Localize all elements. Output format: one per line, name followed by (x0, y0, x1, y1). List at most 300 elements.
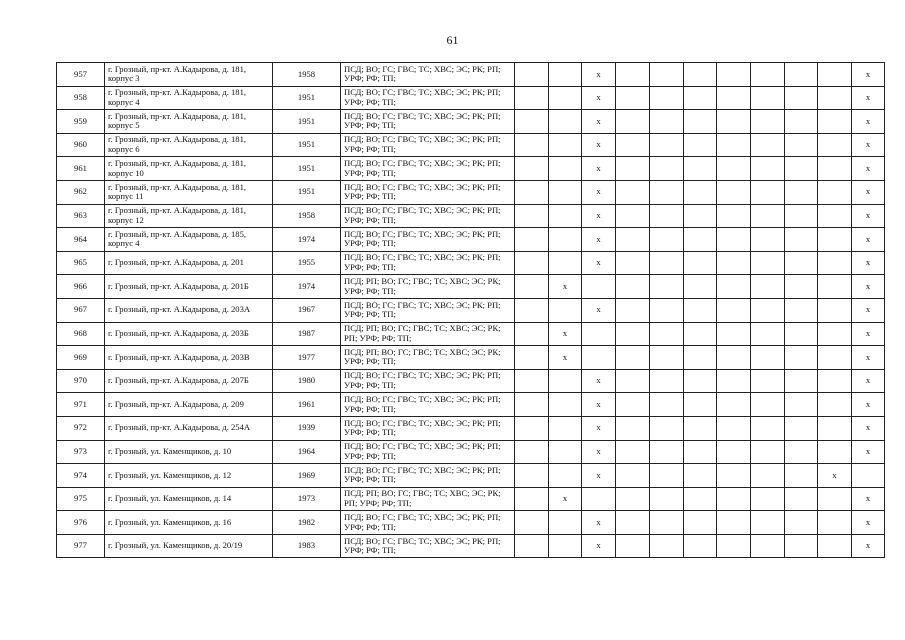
mark-cell: х (852, 440, 885, 464)
systems-cell: ПСД; ВО; ГС; ГВС; ТС; ХВС; ЭС; РК; РП; УРФ; РФ; ТП; (341, 251, 515, 275)
housing-registry-table (56, 62, 885, 558)
mark-cell (549, 180, 582, 204)
mark-cell (818, 228, 852, 252)
address-cell: г. Грозный, пр-кт. А.Кадырова, д. 181, корпус 5 (105, 110, 273, 134)
mark-cell (515, 487, 549, 511)
mark-cell: х (582, 157, 616, 181)
year-built-cell: 1939 (273, 416, 341, 440)
mark-cell (818, 251, 852, 275)
year-built-cell: 1980 (273, 369, 341, 393)
mark-cell (515, 464, 549, 488)
mark-cell (650, 416, 684, 440)
mark-cell (650, 534, 684, 558)
mark-cell (616, 369, 650, 393)
mark-cell (515, 369, 549, 393)
mark-cell (650, 369, 684, 393)
systems-cell: ПСД; ВО; ГС; ГВС; ТС; ХВС; ЭС; РК; РП; УРФ; РФ; ТП; (341, 393, 515, 417)
mark-cell (684, 180, 717, 204)
systems-cell: ПСД; ВО; ГС; ГВС; ТС; ХВС; ЭС; РК; РП; УРФ; РФ; ТП; (341, 157, 515, 181)
systems-cell: ПСД; ВО; ГС; ГВС; ТС; ХВС; ЭС; РК; РП; УРФ; РФ; ТП; (341, 180, 515, 204)
address-cell: г. Грозный, пр-кт. А.Кадырова, д. 181, корпус 12 (105, 204, 273, 228)
table-row (57, 464, 885, 488)
mark-cell: х (852, 298, 885, 322)
mark-cell (717, 110, 751, 134)
mark-cell (717, 275, 751, 299)
mark-cell (515, 251, 549, 275)
mark-cell: х (549, 275, 582, 299)
mark-cell (785, 180, 818, 204)
mark-cell (751, 228, 785, 252)
mark-cell (616, 393, 650, 417)
mark-cell (717, 511, 751, 535)
mark-cell (549, 204, 582, 228)
table-row (57, 322, 885, 346)
mark-cell: х (852, 228, 885, 252)
mark-cell (684, 322, 717, 346)
table-row (57, 416, 885, 440)
mark-cell (751, 133, 785, 157)
mark-cell: х (582, 393, 616, 417)
mark-cell (717, 251, 751, 275)
mark-cell (549, 86, 582, 110)
row-number: 961 (57, 157, 105, 181)
mark-cell (616, 440, 650, 464)
mark-cell (717, 487, 751, 511)
mark-cell (650, 346, 684, 370)
row-number: 965 (57, 251, 105, 275)
mark-cell (582, 346, 616, 370)
mark-cell: х (582, 369, 616, 393)
mark-cell (650, 322, 684, 346)
systems-cell: ПСД; РП; ВО; ГС; ГВС; ТС; ХВС; ЭС; РК; УРФ; РФ; ТП; (341, 346, 515, 370)
mark-cell (785, 157, 818, 181)
systems-cell: ПСД; ВО; ГС; ГВС; ТС; ХВС; ЭС; РК; РП; УРФ; РФ; ТП; (341, 369, 515, 393)
mark-cell (515, 275, 549, 299)
mark-cell (717, 416, 751, 440)
table-row (57, 251, 885, 275)
address-cell: г. Грозный, пр-кт. А.Кадырова, д. 181, корпус 11 (105, 180, 273, 204)
systems-cell: ПСД; ВО; ГС; ГВС; ТС; ХВС; ЭС; РК; РП; УРФ; РФ; ТП; (341, 63, 515, 87)
mark-cell: х (852, 251, 885, 275)
table-row (57, 346, 885, 370)
mark-cell (650, 86, 684, 110)
mark-cell (717, 133, 751, 157)
table-row (57, 511, 885, 535)
mark-cell (684, 63, 717, 87)
systems-cell: ПСД; ВО; ГС; ГВС; ТС; ХВС; ЭС; РК; РП; УРФ; РФ; ТП; (341, 86, 515, 110)
mark-cell: х (852, 63, 885, 87)
mark-cell (582, 322, 616, 346)
mark-cell (818, 204, 852, 228)
address-cell: г. Грозный, пр-кт. А.Кадырова, д. 181, корпус 6 (105, 133, 273, 157)
mark-cell (751, 86, 785, 110)
mark-cell: х (852, 322, 885, 346)
row-number: 964 (57, 228, 105, 252)
systems-cell: ПСД; РП; ВО; ГС; ГВС; ТС; ХВС; ЭС; РК; РП; УРФ; РФ; ТП; (341, 322, 515, 346)
mark-cell (549, 63, 582, 87)
mark-cell (515, 110, 549, 134)
mark-cell: х (852, 369, 885, 393)
mark-cell (785, 440, 818, 464)
mark-cell (785, 511, 818, 535)
mark-cell: х (852, 346, 885, 370)
mark-cell (818, 63, 852, 87)
mark-cell (751, 346, 785, 370)
mark-cell (785, 110, 818, 134)
mark-cell (751, 204, 785, 228)
year-built-cell: 1958 (273, 204, 341, 228)
address-cell: г. Грозный, пр-кт. А.Кадырова, д. 209 (105, 393, 273, 417)
address-cell: г. Грозный, пр-кт. А.Кадырова, д. 207Б (105, 369, 273, 393)
systems-cell: ПСД; ВО; ГС; ГВС; ТС; ХВС; ЭС; РК; РП; УРФ; РФ; ТП; (341, 228, 515, 252)
mark-cell (751, 393, 785, 417)
row-number: 974 (57, 464, 105, 488)
year-built-cell: 1973 (273, 487, 341, 511)
mark-cell (818, 511, 852, 535)
mark-cell (616, 275, 650, 299)
year-built-cell: 1969 (273, 464, 341, 488)
mark-cell: х (549, 346, 582, 370)
mark-cell (549, 157, 582, 181)
mark-cell (684, 110, 717, 134)
address-cell: г. Грозный, ул. Каменщиков, д. 16 (105, 511, 273, 535)
mark-cell (616, 86, 650, 110)
mark-cell (717, 322, 751, 346)
systems-cell: ПСД; ВО; ГС; ГВС; ТС; ХВС; ЭС; РК; РП; УРФ; РФ; ТП; (341, 133, 515, 157)
mark-cell (818, 369, 852, 393)
mark-cell (818, 346, 852, 370)
mark-cell (818, 534, 852, 558)
mark-cell (515, 346, 549, 370)
mark-cell (852, 464, 885, 488)
address-cell: г. Грозный, ул. Каменщиков, д. 12 (105, 464, 273, 488)
mark-cell (684, 511, 717, 535)
mark-cell: х (852, 86, 885, 110)
mark-cell: х (818, 464, 852, 488)
mark-cell (650, 110, 684, 134)
mark-cell (549, 393, 582, 417)
mark-cell (717, 534, 751, 558)
mark-cell (549, 369, 582, 393)
mark-cell: х (852, 157, 885, 181)
row-number: 973 (57, 440, 105, 464)
mark-cell (616, 464, 650, 488)
mark-cell (751, 464, 785, 488)
mark-cell (751, 534, 785, 558)
mark-cell (785, 298, 818, 322)
mark-cell: х (582, 204, 616, 228)
mark-cell (549, 110, 582, 134)
table-row (57, 133, 885, 157)
mark-cell (515, 204, 549, 228)
table-row (57, 157, 885, 181)
mark-cell (616, 133, 650, 157)
year-built-cell: 1967 (273, 298, 341, 322)
mark-cell: х (852, 133, 885, 157)
mark-cell (684, 298, 717, 322)
mark-cell: х (582, 440, 616, 464)
mark-cell (751, 440, 785, 464)
mark-cell: х (582, 464, 616, 488)
address-cell: г. Грозный, ул. Каменщиков, д. 14 (105, 487, 273, 511)
address-cell: г. Грозный, пр-кт. А.Кадырова, д. 201Б (105, 275, 273, 299)
mark-cell (650, 204, 684, 228)
mark-cell (684, 251, 717, 275)
year-built-cell: 1983 (273, 534, 341, 558)
row-number: 975 (57, 487, 105, 511)
mark-cell (616, 416, 650, 440)
row-number: 957 (57, 63, 105, 87)
mark-cell (650, 511, 684, 535)
mark-cell (515, 393, 549, 417)
mark-cell (515, 440, 549, 464)
year-built-cell: 1951 (273, 86, 341, 110)
mark-cell: х (582, 511, 616, 535)
mark-cell (684, 416, 717, 440)
mark-cell (515, 322, 549, 346)
year-built-cell: 1958 (273, 63, 341, 87)
mark-cell (549, 511, 582, 535)
table-row (57, 534, 885, 558)
mark-cell (818, 416, 852, 440)
mark-cell (650, 487, 684, 511)
address-cell: г. Грозный, пр-кт. А.Кадырова, д. 201 (105, 251, 273, 275)
mark-cell (751, 369, 785, 393)
mark-cell (717, 180, 751, 204)
mark-cell (515, 298, 549, 322)
mark-cell (785, 86, 818, 110)
systems-cell: ПСД; ВО; ГС; ГВС; ТС; ХВС; ЭС; РК; РП; УРФ; РФ; ТП; (341, 440, 515, 464)
mark-cell (616, 180, 650, 204)
table-row (57, 110, 885, 134)
mark-cell: х (549, 322, 582, 346)
row-number: 968 (57, 322, 105, 346)
mark-cell (785, 228, 818, 252)
systems-cell: ПСД; ВО; ГС; ГВС; ТС; ХВС; ЭС; РК; РП; УРФ; РФ; ТП; (341, 464, 515, 488)
table-row (57, 228, 885, 252)
mark-cell (616, 63, 650, 87)
row-number: 960 (57, 133, 105, 157)
mark-cell (616, 298, 650, 322)
table-row (57, 180, 885, 204)
address-cell: г. Грозный, ул. Каменщиков, д. 20/19 (105, 534, 273, 558)
mark-cell: х (852, 487, 885, 511)
mark-cell (717, 86, 751, 110)
mark-cell: х (852, 180, 885, 204)
year-built-cell: 1982 (273, 511, 341, 535)
mark-cell (684, 369, 717, 393)
mark-cell (616, 110, 650, 134)
mark-cell (717, 228, 751, 252)
year-built-cell: 1951 (273, 157, 341, 181)
mark-cell (818, 393, 852, 417)
mark-cell (549, 416, 582, 440)
mark-cell (684, 393, 717, 417)
mark-cell (515, 534, 549, 558)
mark-cell: х (549, 487, 582, 511)
systems-cell: ПСД; ВО; ГС; ГВС; ТС; ХВС; ЭС; РК; РП; УРФ; РФ; ТП; (341, 534, 515, 558)
mark-cell (549, 298, 582, 322)
mark-cell (818, 440, 852, 464)
mark-cell (515, 133, 549, 157)
mark-cell: х (582, 133, 616, 157)
mark-cell (785, 393, 818, 417)
mark-cell (684, 464, 717, 488)
row-number: 967 (57, 298, 105, 322)
row-number: 962 (57, 180, 105, 204)
address-cell: г. Грозный, пр-кт. А.Кадырова, д. 203В (105, 346, 273, 370)
row-number: 977 (57, 534, 105, 558)
systems-cell: ПСД; ВО; ГС; ГВС; ТС; ХВС; ЭС; РК; РП; УРФ; РФ; ТП; (341, 511, 515, 535)
mark-cell (616, 511, 650, 535)
mark-cell (650, 298, 684, 322)
mark-cell (616, 322, 650, 346)
mark-cell: х (582, 228, 616, 252)
mark-cell (616, 251, 650, 275)
table-body (57, 63, 885, 558)
mark-cell (684, 133, 717, 157)
table-row (57, 298, 885, 322)
mark-cell (751, 275, 785, 299)
mark-cell (785, 464, 818, 488)
mark-cell (684, 86, 717, 110)
year-built-cell: 1961 (273, 393, 341, 417)
address-cell: г. Грозный, пр-кт. А.Кадырова, д. 181, корпус 4 (105, 86, 273, 110)
address-cell: г. Грозный, пр-кт. А.Кадырова, д. 181, корпус 10 (105, 157, 273, 181)
mark-cell (549, 228, 582, 252)
mark-cell (650, 228, 684, 252)
mark-cell (785, 416, 818, 440)
mark-cell: х (582, 251, 616, 275)
mark-cell (684, 204, 717, 228)
mark-cell (515, 228, 549, 252)
mark-cell (751, 298, 785, 322)
systems-cell: ПСД; ВО; ГС; ГВС; ТС; ХВС; ЭС; РК; РП; УРФ; РФ; ТП; (341, 204, 515, 228)
row-number: 958 (57, 86, 105, 110)
table-row (57, 393, 885, 417)
mark-cell: х (582, 298, 616, 322)
mark-cell (650, 157, 684, 181)
mark-cell (785, 534, 818, 558)
mark-cell: х (582, 416, 616, 440)
year-built-cell: 1951 (273, 180, 341, 204)
mark-cell: х (582, 110, 616, 134)
year-built-cell: 1974 (273, 275, 341, 299)
mark-cell (582, 487, 616, 511)
mark-cell (549, 440, 582, 464)
mark-cell (515, 416, 549, 440)
mark-cell: х (852, 511, 885, 535)
mark-cell (717, 346, 751, 370)
address-cell: г. Грозный, пр-кт. А.Кадырова, д. 203Б (105, 322, 273, 346)
mark-cell (751, 157, 785, 181)
mark-cell (616, 487, 650, 511)
table-row (57, 487, 885, 511)
row-number: 969 (57, 346, 105, 370)
mark-cell (650, 275, 684, 299)
mark-cell (818, 157, 852, 181)
year-built-cell: 1977 (273, 346, 341, 370)
mark-cell (785, 251, 818, 275)
mark-cell (785, 63, 818, 87)
mark-cell: х (582, 180, 616, 204)
mark-cell (818, 298, 852, 322)
mark-cell (751, 180, 785, 204)
mark-cell (684, 275, 717, 299)
mark-cell (616, 157, 650, 181)
mark-cell (515, 157, 549, 181)
row-number: 971 (57, 393, 105, 417)
mark-cell (818, 487, 852, 511)
mark-cell (549, 251, 582, 275)
mark-cell (785, 204, 818, 228)
page-number: 61 (446, 33, 459, 47)
mark-cell (785, 322, 818, 346)
address-cell: г. Грозный, ул. Каменщиков, д. 10 (105, 440, 273, 464)
mark-cell (785, 133, 818, 157)
mark-cell (717, 393, 751, 417)
mark-cell (818, 180, 852, 204)
mark-cell (751, 511, 785, 535)
year-built-cell: 1951 (273, 133, 341, 157)
year-built-cell: 1955 (273, 251, 341, 275)
row-number: 976 (57, 511, 105, 535)
systems-cell: ПСД; РП; ВО; ГС; ГВС; ТС; ХВС; ЭС; РК; РП; УРФ; РФ; ТП; (341, 487, 515, 511)
mark-cell (818, 86, 852, 110)
mark-cell (751, 251, 785, 275)
mark-cell (818, 133, 852, 157)
table-row (57, 63, 885, 87)
mark-cell (717, 464, 751, 488)
mark-cell (717, 204, 751, 228)
mark-cell (616, 228, 650, 252)
mark-cell (785, 487, 818, 511)
row-number: 963 (57, 204, 105, 228)
mark-cell (650, 63, 684, 87)
mark-cell: х (852, 534, 885, 558)
mark-cell (684, 440, 717, 464)
table-row (57, 369, 885, 393)
table-row (57, 204, 885, 228)
mark-cell: х (852, 204, 885, 228)
mark-cell: х (582, 534, 616, 558)
mark-cell (717, 298, 751, 322)
mark-cell (684, 534, 717, 558)
mark-cell (515, 86, 549, 110)
mark-cell (785, 275, 818, 299)
year-built-cell: 1964 (273, 440, 341, 464)
row-number: 972 (57, 416, 105, 440)
systems-cell: ПСД; РП; ВО; ГС; ГВС; ТС; ХВС; ЭС; РК; УРФ; РФ; ТП; (341, 275, 515, 299)
table-row (57, 440, 885, 464)
mark-cell: х (582, 63, 616, 87)
mark-cell (616, 346, 650, 370)
mark-cell (650, 180, 684, 204)
mark-cell (650, 464, 684, 488)
systems-cell: ПСД; ВО; ГС; ГВС; ТС; ХВС; ЭС; РК; РП; УРФ; РФ; ТП; (341, 416, 515, 440)
mark-cell (515, 63, 549, 87)
mark-cell (549, 534, 582, 558)
table-row (57, 275, 885, 299)
table-row (57, 86, 885, 110)
mark-cell (785, 369, 818, 393)
mark-cell (549, 464, 582, 488)
mark-cell (717, 157, 751, 181)
mark-cell (751, 487, 785, 511)
row-number: 966 (57, 275, 105, 299)
mark-cell: х (852, 393, 885, 417)
mark-cell (684, 157, 717, 181)
